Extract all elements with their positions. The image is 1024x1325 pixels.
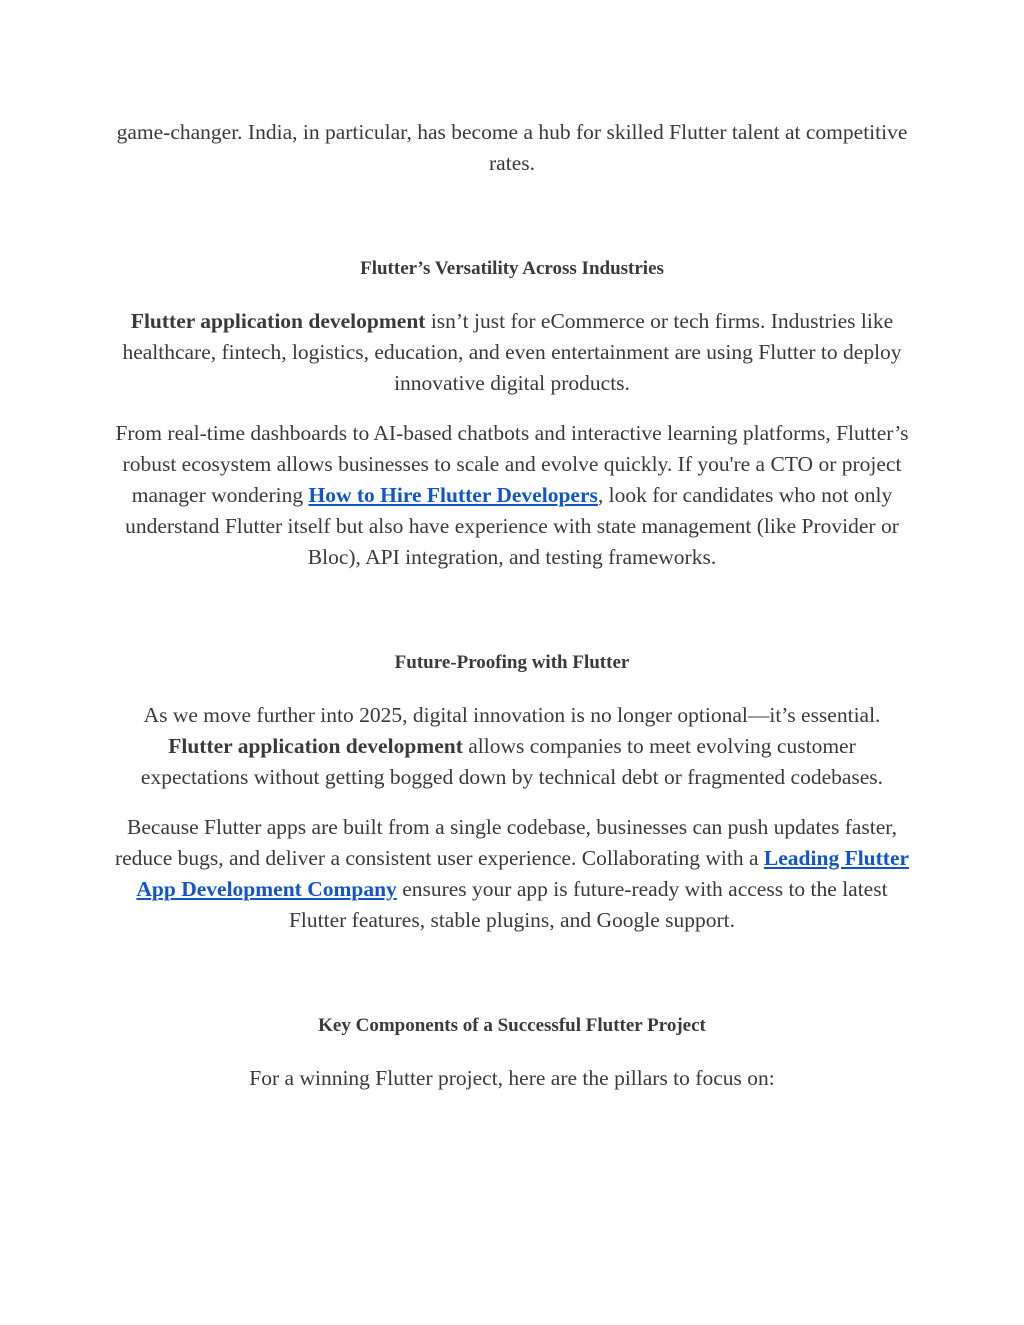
paragraph-text: , look for candidates who not only understand Flutter itself but also have experience with state management (like Provider or Bloc), API integration, and testing frameworks.: [125, 483, 899, 569]
heading-versatility: Flutter’s Versatility Across Industries: [360, 258, 664, 279]
paragraph-versatility-2: [112, 418, 912, 573]
heading-future-proofing: Future-Proofing with Flutter: [394, 652, 630, 673]
link-hire-flutter-developers[interactable]: How to Hire Flutter Developers: [308, 483, 598, 507]
bold-term: Flutter application development: [130, 309, 426, 333]
bold-term: Flutter application development: [168, 734, 463, 758]
paragraph-text: As we move further into 2025, digital innovation is no longer optional—it’s essential.: [143, 703, 881, 727]
paragraph-text: isn’t just for eCommerce or tech firms. Industries like healthcare, fintech, logistics, education, and even entertainment are using Flutter to deploy innovative digital products.: [122, 309, 902, 395]
heading-key-components: Key Components of a Successful Flutter Project: [318, 1015, 706, 1036]
document-page: [112, 117, 912, 1094]
paragraph-text: Because Flutter apps are built from a single codebase, businesses can push updates faster, reduce bugs, and deliver a consistent user experience. Collaborating with a: [114, 815, 897, 870]
paragraph-text: From real-time dashboards to AI-based chatbots and interactive learning platforms, Flutter’s robust ecosystem allows businesses to scale and evolve quickly. If you're a CTO or project manager wondering: [115, 421, 909, 507]
intro-paragraph: game-changer. India, in particular, has become a hub for skilled Flutter talent at competitive rates.: [116, 120, 908, 175]
link-leading-flutter-company[interactable]: Leading Flutter App Development Company: [136, 846, 910, 901]
paragraph-future-1: [112, 700, 912, 793]
paragraph-text: allows companies to meet evolving customer expectations without getting bogged down by technical debt or fragmented codebases.: [140, 734, 884, 789]
paragraph-key-components: For a winning Flutter project, here are the pillars to focus on:: [249, 1066, 775, 1090]
paragraph-future-2: [112, 812, 912, 936]
paragraph-versatility-1: [112, 306, 912, 399]
paragraph-text: ensures your app is future-ready with access to the latest Flutter features, stable plugins, and Google support.: [288, 877, 888, 932]
